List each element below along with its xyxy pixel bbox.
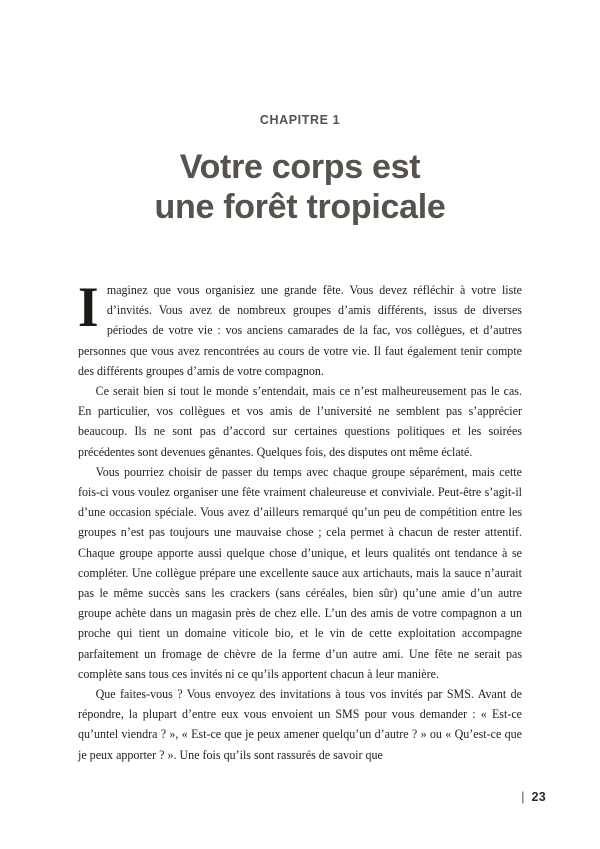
page-footer	[521, 790, 546, 804]
chapter-title-line-1: Votre corps est	[179, 148, 421, 186]
drop-cap: I	[78, 276, 99, 339]
page-number-separator: |	[521, 790, 525, 804]
paragraph: Vous pourriez choisir de passer du temps avec chaque groupe séparément, mais cette fois-ci vous voulez organiser une fête vraiment chaleureuse et conviviale. Peut-être s’agit-il d’une occasion spéciale. Vous avez d’ailleurs remarqué qu’un peu de compétition entre les groupes n’est pas toujours une mauvaise chose ; cela permet à chacun de rester attentif. Chaque groupe apporte aussi quelque chose d’unique, et leurs qualités ont tendance à se compléter. Une collègue prépare une excellente sauce aux artichauts, mais la sauce n’aurait pas le même succès sans les crackers (sans céréales, bien sûr) qu’une amie d’un autre groupe achète dans un magasin près de chez elle. L’un des amis de votre compagnon a un proche qui tient un domaine viticole bio, et le vin de cette exploitation accompagne parfaitement un fromage de chèvre de la ferme d’un autre ami. Une fête ne serait pas complète sans tous ces invités ni ce qu’ils apportent chacun à leur manière.	[78, 463, 522, 681]
page-number: 23	[531, 790, 546, 804]
chapter-title-line-2: une forêt tropicale	[154, 188, 446, 226]
paragraph: Que faites-vous ? Vous envoyez des invitations à tous vos invités par SMS. Avant de répondre, la plupart d’entre eux vous envoient un SMS pour vous demander : « Est-ce qu’untel viendra ? », « Est-ce que je peux amener quelqu’un d’autre ? » ou « Qu’est-ce que je peux apporter ? ». Une fois qu’ils sont rassurés de savoir que	[78, 686, 522, 762]
paragraph	[78, 276, 522, 381]
chapter-title	[0, 147, 600, 227]
chapter-label: CHAPITRE 1	[259, 113, 341, 127]
paragraph: Ce serait bien si tout le monde s’entendait, mais ce n’est malheureusement pas le cas. En particulier, vos collègues et vos amis de l’université ne semblent pas s’apprécier beaucoup. Ils ne sont pas d’accord sur certaines questions politiques et les soirées précédentes sont devenues gênantes. Quelques fois, des disputes ont même éclaté.	[78, 383, 522, 459]
paragraph-text: maginez que vous organisiez une grande fête. Vous devez réfléchir à votre liste d’invités. Vous avez de nombreux groupes d’amis différents, issus de diverses périodes de votre vie : vos anciens camarades de la fac, vos collègues, et d’autres personnes que vous avez rencontrées au cours de votre vie. Il faut également tenir compte des différents groupes d’amis de votre compagnon.	[78, 282, 522, 378]
body-text	[78, 276, 522, 765]
